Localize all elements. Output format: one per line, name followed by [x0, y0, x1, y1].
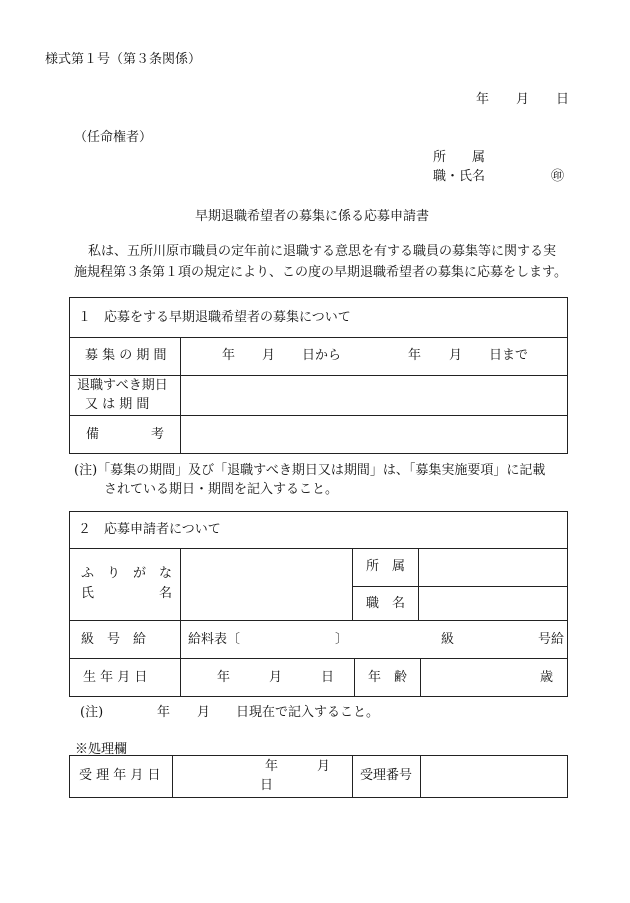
period-from-day[interactable]: 日から	[302, 348, 342, 363]
retire-date-label-1: 退職すべき期日	[77, 378, 168, 393]
period-from-month[interactable]: 月	[262, 348, 276, 363]
form-title: 早期退職希望者の募集に係る応募申請書	[195, 209, 430, 224]
note2-suffix: 日現在で記入すること。	[236, 705, 380, 720]
remarks-field[interactable]	[182, 417, 567, 453]
salary-table-label: 給料表〔	[188, 632, 241, 647]
retire-date-field[interactable]	[182, 377, 567, 414]
seal-icon: ㊞	[551, 169, 565, 184]
section2-heading: ２ 応募申請者について	[78, 522, 221, 537]
note2-month: 月	[197, 705, 211, 720]
received-date-label: 受 理 年 月 日	[79, 768, 161, 783]
appointer-label: （任命権者）	[74, 130, 153, 145]
age-unit: 歳	[540, 670, 554, 685]
period-label: 募 集 の 期 間	[85, 348, 167, 363]
s2-affiliation-label: 所 属	[366, 559, 406, 574]
remarks-label: 備 考	[86, 427, 165, 442]
note1-line2: されている期日・期間を記入すること。	[104, 482, 339, 497]
age-label: 年 齢	[368, 670, 408, 685]
name-field[interactable]	[182, 550, 351, 619]
received-day[interactable]: 日	[260, 778, 274, 793]
salary-table-close: 〕	[335, 632, 349, 647]
affiliation-label: 所 属	[433, 150, 486, 165]
job-title-label: 職 名	[366, 596, 406, 611]
body-text-line2: 施規程第３条第１項の規定により、この度の早期退職希望者の募集に応募をします。	[74, 265, 567, 280]
date-month-label: 月	[516, 92, 530, 107]
step-unit: 号給	[538, 632, 565, 647]
s2-affiliation-field[interactable]	[420, 550, 567, 585]
birthdate-label: 生 年 月 日	[83, 670, 148, 685]
grade-label: 級 号 給	[81, 632, 147, 647]
received-year[interactable]: 年	[265, 759, 279, 774]
job-title-field[interactable]	[420, 588, 567, 619]
received-month[interactable]: 月	[317, 759, 331, 774]
form-number: 様式第１号（第３条関係）	[45, 52, 202, 67]
period-to-month[interactable]: 月	[449, 348, 463, 363]
date-year-label: 年	[476, 92, 490, 107]
note2-year: 年	[157, 705, 171, 720]
receipt-number-field[interactable]	[422, 757, 567, 797]
furigana-label: ふ り が な	[81, 566, 173, 581]
body-text-line1: 私は、五所川原市職員の定年前に退職する意思を有する職員の募集等に関する実	[88, 244, 557, 259]
period-to-day[interactable]: 日まで	[489, 348, 529, 363]
note1-line1: (注)「募集の期間」及び「退職すべき期日又は期間」は、「募集実施要項」に記載	[74, 463, 546, 478]
period-from-year[interactable]: 年	[222, 348, 236, 363]
birth-month[interactable]: 月	[269, 670, 283, 685]
birth-year[interactable]: 年	[217, 670, 231, 685]
grade-unit: 級	[441, 632, 455, 647]
date-day-label: 日	[556, 92, 570, 107]
processing-heading: ※処理欄	[75, 742, 128, 757]
section1-heading: １ 応募をする早期退職希望者の募集について	[78, 310, 351, 325]
name-label: 氏 名	[81, 586, 173, 601]
receipt-number-label: 受理番号	[360, 768, 413, 783]
retire-date-label-2: 又 は 期 間	[85, 397, 150, 412]
note2-prefix: (注)	[80, 705, 104, 720]
birth-day[interactable]: 日	[321, 670, 335, 685]
period-to-year[interactable]: 年	[408, 348, 422, 363]
position-name-label: 職・氏名	[433, 169, 486, 184]
